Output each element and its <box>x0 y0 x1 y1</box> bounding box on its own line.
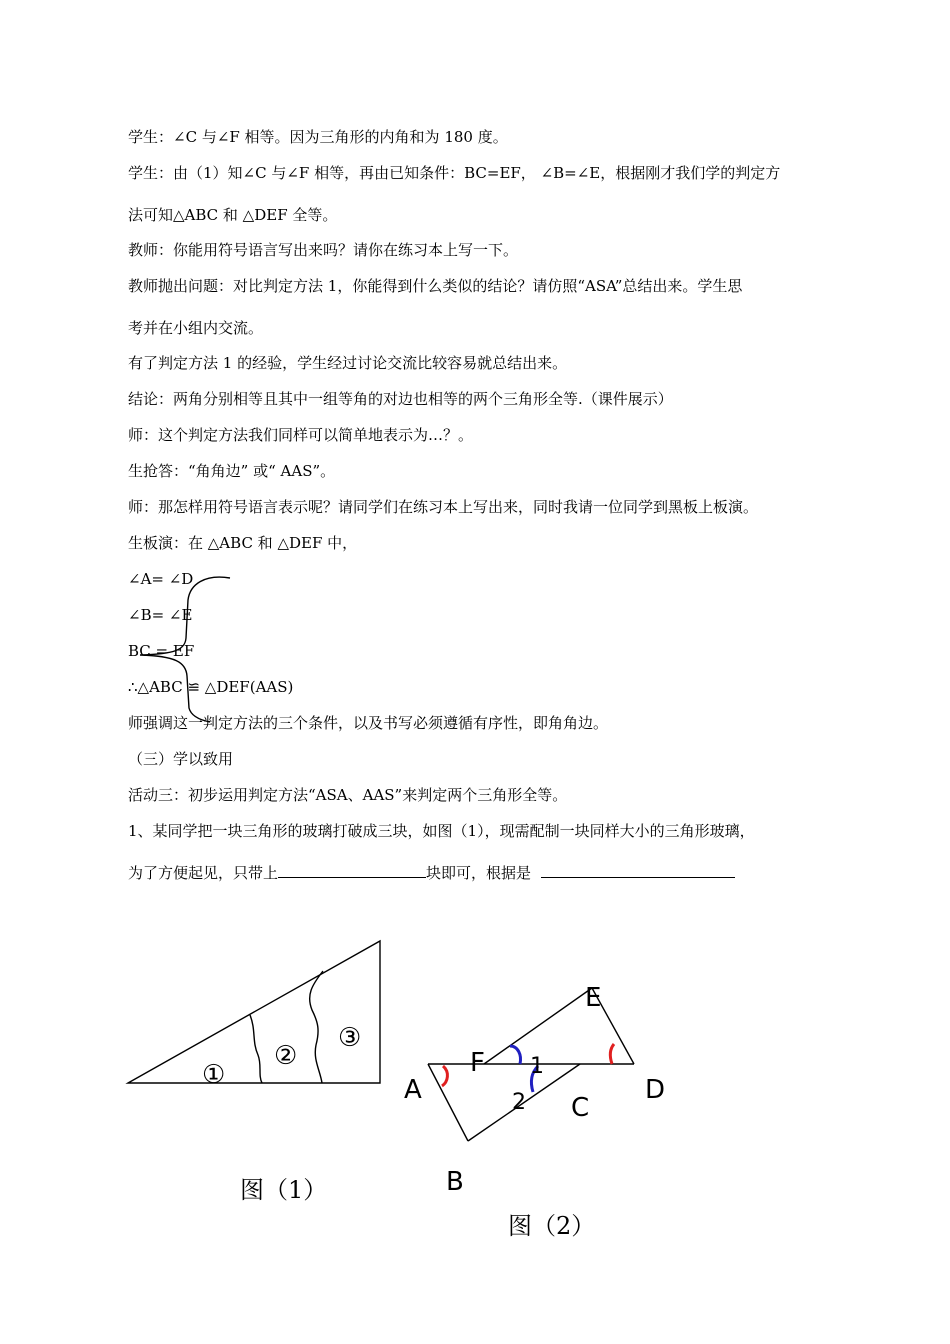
question-middle: 块即可，根据是 <box>426 864 532 882</box>
vertex-label-A: A <box>404 1075 422 1105</box>
vertex-label-B: B <box>446 1167 464 1197</box>
crack-2 <box>310 971 323 1083</box>
figure-1-caption: 图（1） <box>240 1176 328 1204</box>
line-17: 师强调这一判定方法的三个条件，以及书写必须遵循有序性，即角角边。 <box>128 714 609 732</box>
line-5: 教师抛出问题：对比判定方法 1，你能得到什么类似的结论？请仿照“ASA”总结出来。学生思 <box>128 277 743 295</box>
figure-2-caption: 图（2） <box>508 1212 596 1240</box>
line-2: 学生：由（1）知∠C 与∠F 相等，再由已知条件：BC=EF， ∠B=∠E，根据刚才我们学的判定方 <box>128 164 781 182</box>
line-11: 师：那怎样用符号语言表示呢？请同学们在练习本上写出来，同时我请一位同学到黑板上板演。 <box>128 498 759 516</box>
line-19: 活动三：初步运用判定方法“ASA、AAS”来判定两个三角形全等。 <box>128 786 568 804</box>
line-7: 有了判定方法 1 的经验，学生经过讨论交流比较容易就总结出来。 <box>128 354 568 372</box>
line-20: 1、某同学把一块三角形的玻璃打破成三块，如图（1），现需配制一块同样大小的三角形玻璃， <box>128 822 755 840</box>
figure-1 <box>128 941 380 1083</box>
line-1: 学生：∠C 与∠F 相等。因为三角形的内角和为 180 度。 <box>128 128 508 146</box>
proof-line-1: ∠A= ∠D <box>128 570 194 588</box>
vertex-label-E: E <box>585 983 602 1013</box>
vertex-label-D: D <box>645 1075 666 1105</box>
proof-conclusion: ∴△ABC ≌ △DEF(AAS) <box>128 678 294 696</box>
crack-1 <box>250 1015 262 1083</box>
angle-label-2: 2 <box>512 1090 526 1115</box>
line-4: 教师：你能用符号语言写出来吗？请你在练习本上写一下。 <box>128 241 519 259</box>
section-heading: （三）学以致用 <box>128 750 234 768</box>
line-9: 师：这个判定方法我们同样可以简单地表示为…？。 <box>128 426 474 444</box>
question-prefix: 为了方便起见，只带上 <box>128 864 279 882</box>
piece-label-3: ③ <box>338 1023 362 1053</box>
angle-arc-F <box>510 1046 521 1064</box>
proof-line-3: BC = EF <box>128 642 195 660</box>
angle-arc-D <box>610 1044 614 1064</box>
vertex-label-C: C <box>571 1093 590 1123</box>
line-12: 生板演：在 △ABC 和 △DEF 中， <box>128 534 358 552</box>
segment-FE <box>484 988 592 1064</box>
angle-label-1: 1 <box>530 1054 544 1079</box>
line-3: 法可知△ABC 和 △DEF 全等。 <box>128 206 338 224</box>
line-10: 生抢答：“角角边” 或“ AAS”。 <box>128 462 336 480</box>
curly-brace <box>140 577 230 722</box>
proof-line-2: ∠B= ∠E <box>128 606 193 624</box>
piece-label-2: ② <box>274 1041 298 1071</box>
piece-label-1: ① <box>202 1060 226 1090</box>
line-8: 结论：两角分别相等且其中一组等角的对边也相等的两个三角形全等.（课件展示） <box>128 390 673 408</box>
glass-triangle <box>128 941 380 1083</box>
vertex-label-F: F <box>470 1048 485 1078</box>
angle-arc-A <box>442 1066 447 1086</box>
line-6: 考并在小组内交流。 <box>128 319 264 337</box>
